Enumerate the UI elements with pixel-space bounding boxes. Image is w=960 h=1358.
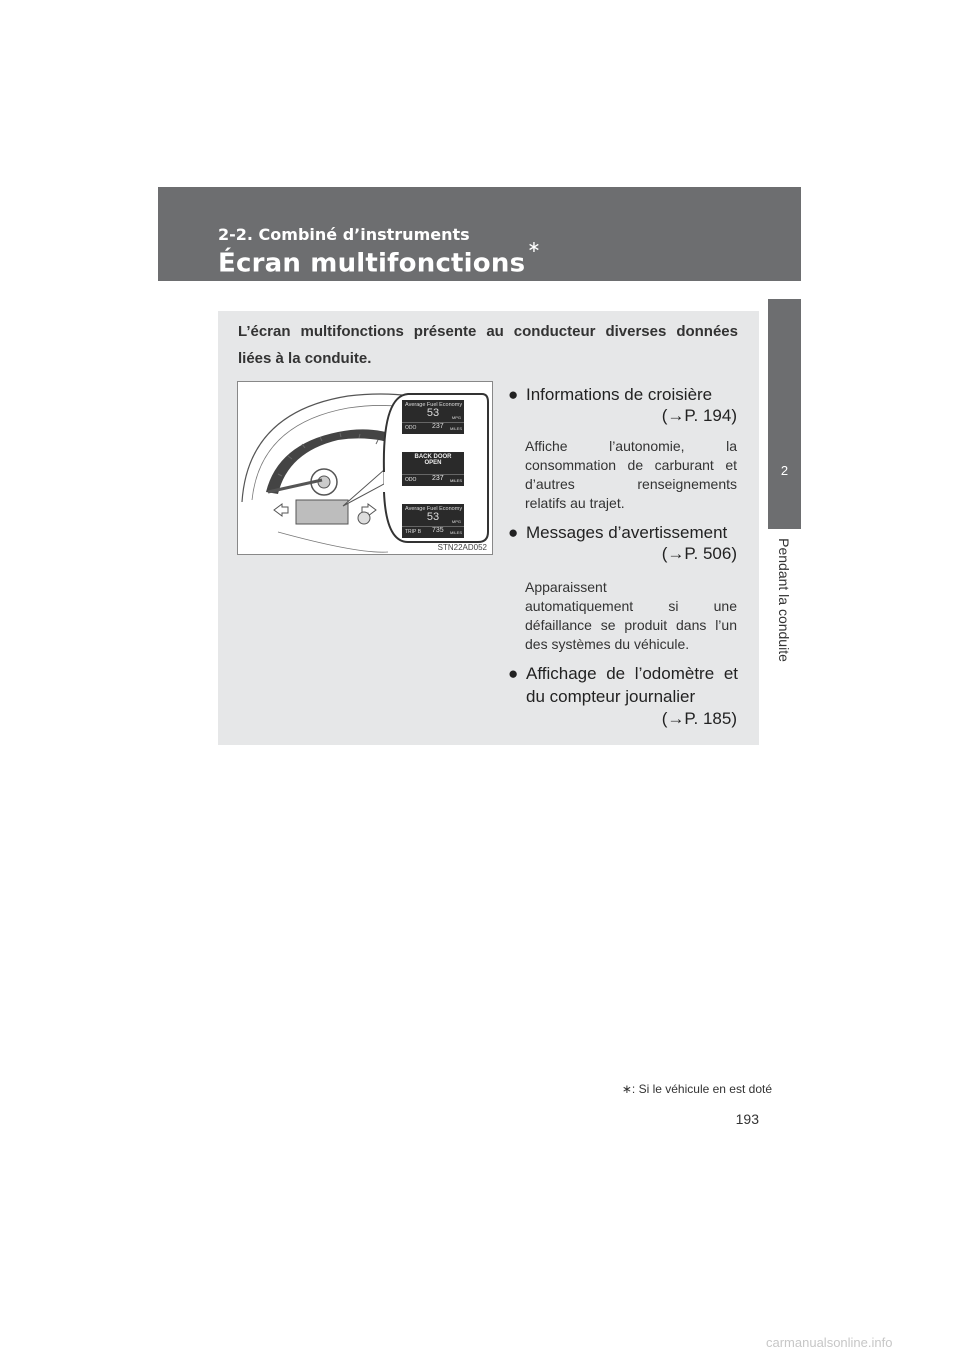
lcd-3-sub-label: TRIP B	[405, 529, 422, 535]
desc-line: d’autres renseignements	[525, 476, 737, 492]
lcd-1-value: 53	[426, 407, 440, 419]
lcd-2-heading: BACK DOOR	[414, 454, 452, 460]
figure-code: STN22AD052	[437, 543, 487, 552]
instrument-cluster-illustration	[237, 381, 493, 555]
lcd-screen-2	[402, 452, 464, 486]
lcd-3-unit: MPG	[451, 519, 461, 524]
bullet-icon: ●	[508, 664, 519, 683]
intro-line-2: liées à la conduite.	[238, 350, 372, 367]
watermark-link[interactable]: carmanualsonline.info	[766, 1335, 893, 1350]
bullet-icon: ●	[508, 385, 519, 404]
lcd-1-sub-unit: MILES	[449, 426, 462, 431]
item-warning-desc	[525, 578, 737, 654]
chapter-tab	[768, 299, 801, 529]
lcd-2-sub-label: ODO	[405, 477, 417, 483]
item-cruise-info-label: Informations de croisière	[526, 385, 713, 404]
section-label: 2-2. Combiné d’instruments	[218, 225, 470, 244]
item-odometer-label-2: du compteur journalier	[526, 687, 696, 706]
desc-line: relatifs au trajet.	[525, 495, 625, 511]
item-warning-ref: (→P. 506)	[661, 544, 737, 563]
lcd-screen-1	[402, 400, 464, 434]
item-cruise-info-title	[508, 383, 712, 406]
lcd-3-sub-value: 735	[432, 527, 444, 534]
lcd-2-sub-unit: MILES	[449, 478, 462, 483]
lcd-3-heading: Average Fuel Economy	[405, 506, 463, 512]
bullet-icon: ●	[508, 523, 519, 542]
item-cruise-info-ref: (→P. 194)	[661, 406, 737, 425]
lcd-1-sub-label: ODO	[405, 425, 417, 431]
lcd-1-sub-value: 237	[432, 423, 444, 430]
desc-line: consommation de carburant et	[525, 457, 737, 473]
lcd-3-value: 53	[426, 511, 440, 523]
lcd-2-sub-value: 237	[432, 475, 444, 482]
item-warning-title	[508, 521, 727, 544]
desc-line: automatiquement si une	[525, 598, 737, 614]
item-warning-label: Messages d’avertissement	[526, 523, 728, 542]
lcd-3-sub-unit: MILES	[449, 530, 462, 535]
item-odometer-label-1: Affichage de l’odomètre et	[526, 664, 738, 683]
lcd-1-unit: MPG	[451, 415, 461, 420]
chapter-number: 2	[780, 463, 789, 478]
item-cruise-info-desc	[525, 437, 737, 513]
lcd-screen-3	[402, 504, 464, 538]
desc-line: Affiche l’autonomie, la	[525, 438, 737, 454]
page-title-text: Écran multifonctions	[218, 248, 526, 279]
page-title	[218, 237, 541, 279]
item-odometer-title	[508, 662, 738, 708]
item-odometer-ref: (→P. 185)	[661, 709, 737, 728]
desc-line: Apparaissent	[525, 579, 607, 595]
intro-paragraph	[238, 318, 738, 372]
title-asterisk: ∗	[527, 237, 541, 256]
desc-line: des systèmes du véhicule.	[525, 636, 690, 652]
chapter-label: Pendant la conduite	[776, 538, 792, 662]
desc-line: défaillance se produit dans l’un	[525, 617, 737, 633]
footnote: ∗: Si le véhicule en est doté	[621, 1082, 772, 1096]
intro-line-1: L’écran multifonctions présente au conducteur diverses données	[238, 323, 738, 340]
page-number: 193	[735, 1111, 759, 1127]
lcd-2-value: OPEN	[424, 460, 442, 466]
item-odometer-line-1	[508, 662, 738, 685]
lcd-1-heading: Average Fuel Economy	[405, 402, 463, 408]
